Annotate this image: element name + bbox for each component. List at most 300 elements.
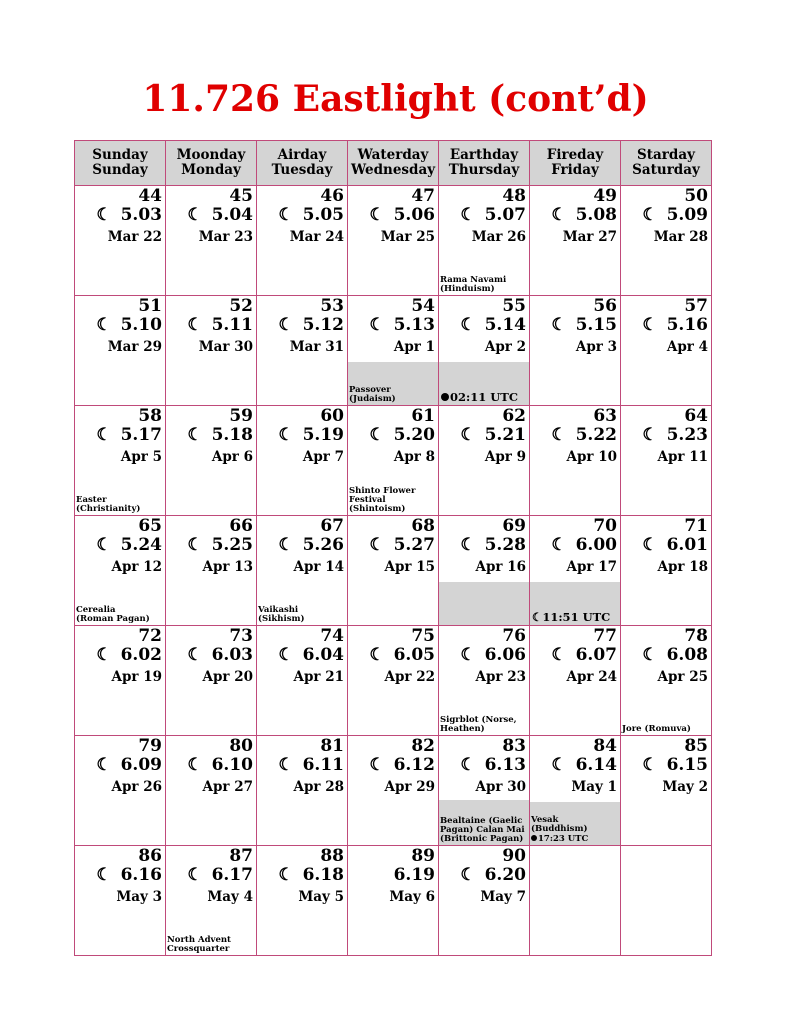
crescent-moon-icon: ☾ — [96, 865, 112, 885]
gregorian-date: Apr 6 — [211, 449, 253, 465]
day-cell — [439, 186, 530, 296]
day-cell — [75, 626, 166, 736]
crescent-moon-icon: ☾ — [369, 645, 385, 665]
crescent-moon-icon: ☾ — [551, 645, 567, 665]
weekday-standard-name: Tuesday — [271, 162, 333, 178]
weekday-header — [166, 141, 257, 186]
lunar-value: 6.07 — [575, 645, 617, 665]
day-number: 50 — [684, 186, 708, 206]
lunar-date — [621, 645, 711, 665]
lunar-date — [166, 315, 256, 335]
lunar-value: 5.12 — [302, 315, 344, 335]
lunar-value: 6.05 — [393, 645, 435, 665]
day-number: 84 — [593, 736, 617, 756]
crescent-moon-icon: ☾ — [278, 315, 294, 335]
lunar-date — [257, 865, 347, 885]
day-cell — [439, 736, 530, 846]
lunar-value: 6.06 — [484, 645, 526, 665]
day-number: 64 — [684, 406, 708, 426]
gregorian-date: Mar 28 — [653, 229, 708, 245]
day-number: 49 — [593, 186, 617, 206]
gregorian-date: Apr 28 — [293, 779, 344, 795]
weekday-alt-name: Sunday — [92, 147, 148, 163]
lunar-date — [439, 865, 529, 885]
day-number: 68 — [411, 516, 435, 536]
gregorian-date: Apr 8 — [393, 449, 435, 465]
weekday-standard-name: Sunday — [92, 162, 148, 178]
gregorian-date: Apr 29 — [384, 779, 435, 795]
lunar-value: 5.16 — [666, 315, 708, 335]
lunar-date — [530, 755, 620, 775]
day-number: 76 — [502, 626, 526, 646]
lunar-value: 6.20 — [484, 865, 526, 885]
observance-note: North Advent Crossquarter — [167, 935, 231, 954]
lunar-date — [75, 425, 165, 445]
crescent-moon-icon: ☾ — [642, 645, 658, 665]
weekday-standard-name: Wednesday — [350, 162, 436, 178]
day-cell — [166, 406, 257, 516]
gregorian-date: Apr 17 — [566, 559, 617, 575]
full-moon-icon — [531, 835, 537, 841]
gregorian-date: Apr 26 — [111, 779, 162, 795]
lunar-value: 5.05 — [302, 205, 344, 225]
day-number: 66 — [229, 516, 253, 536]
gregorian-date: Mar 27 — [562, 229, 617, 245]
gregorian-date: Apr 12 — [111, 559, 162, 575]
day-cell — [621, 296, 712, 406]
observance-note: Jore (Romuva) — [622, 724, 691, 734]
weekday-standard-name: Saturday — [632, 162, 700, 178]
gregorian-date: Apr 7 — [302, 449, 344, 465]
day-number: 75 — [411, 626, 435, 646]
week-row — [75, 406, 712, 516]
day-cell — [166, 626, 257, 736]
day-cell — [439, 296, 530, 406]
lunar-date — [621, 755, 711, 775]
gregorian-date: Apr 1 — [393, 339, 435, 355]
lunar-date — [439, 315, 529, 335]
day-cell — [166, 516, 257, 626]
week-row — [75, 516, 712, 626]
lunar-value: 5.08 — [575, 205, 617, 225]
crescent-moon-icon: ☾ — [642, 425, 658, 445]
lunar-value: 5.19 — [302, 425, 344, 445]
lunar-date — [348, 205, 438, 225]
lunar-date — [348, 425, 438, 445]
lunar-value: 5.20 — [393, 425, 435, 445]
crescent-moon-icon: ☾ — [642, 535, 658, 555]
lunar-value: 6.04 — [302, 645, 344, 665]
day-cell — [348, 516, 439, 626]
weekday-alt-name: Airday — [277, 147, 327, 163]
lunar-value: 5.21 — [484, 425, 526, 445]
day-number: 65 — [138, 516, 162, 536]
lunar-value: 6.00 — [575, 535, 617, 555]
crescent-moon-icon: ☾ — [187, 535, 203, 555]
day-number: 90 — [502, 846, 526, 866]
day-number: 57 — [684, 296, 708, 316]
crescent-moon-icon: ☾ — [551, 535, 567, 555]
weekday-header — [348, 141, 439, 186]
day-cell — [166, 736, 257, 846]
crescent-moon-icon: ☾ — [369, 315, 385, 335]
crescent-moon-icon: ☾ — [187, 865, 203, 885]
week-row — [75, 626, 712, 736]
day-number: 63 — [593, 406, 617, 426]
observance-note: Passover (Judaism) — [349, 385, 396, 404]
day-cell — [530, 846, 621, 956]
lunar-value: 6.15 — [666, 755, 708, 775]
gregorian-date: Apr 10 — [566, 449, 617, 465]
day-number: 87 — [229, 846, 253, 866]
weekday-alt-name: Earthday — [449, 147, 519, 163]
gregorian-date: May 3 — [116, 889, 162, 905]
lunar-value: 6.19 — [393, 865, 435, 885]
day-cell — [257, 406, 348, 516]
day-number: 67 — [320, 516, 344, 536]
crescent-moon-icon: ☾ — [369, 755, 385, 775]
gregorian-date: Apr 19 — [111, 669, 162, 685]
lunar-date — [530, 315, 620, 335]
lunar-value: 6.11 — [302, 755, 344, 775]
day-number: 86 — [138, 846, 162, 866]
weekday-alt-name: Starday — [637, 147, 695, 163]
weekday-header — [75, 141, 166, 186]
crescent-moon-icon: ☾ — [460, 865, 476, 885]
lunar-value: 6.03 — [211, 645, 253, 665]
lunar-value: 5.25 — [211, 535, 253, 555]
moon-phase-time — [441, 390, 518, 404]
crescent-moon-icon: ☾ — [551, 205, 567, 225]
gregorian-date: Mar 22 — [107, 229, 162, 245]
day-number: 78 — [684, 626, 708, 646]
gregorian-date: May 5 — [298, 889, 344, 905]
crescent-moon-icon: ☾ — [187, 645, 203, 665]
day-cell — [439, 846, 530, 956]
day-number: 61 — [411, 406, 435, 426]
day-cell — [621, 516, 712, 626]
new-moon-icon: ☾ — [532, 610, 543, 624]
gregorian-date: Mar 25 — [380, 229, 435, 245]
lunar-value: 6.16 — [120, 865, 162, 885]
moon-phase-time-value: 17:23 UTC — [538, 834, 589, 844]
gregorian-date: Apr 23 — [475, 669, 526, 685]
day-number: 53 — [320, 296, 344, 316]
crescent-moon-icon: ☾ — [460, 205, 476, 225]
day-cell — [75, 516, 166, 626]
gregorian-date: May 1 — [571, 779, 617, 795]
day-number: 56 — [593, 296, 617, 316]
day-cell — [530, 186, 621, 296]
day-cell — [621, 186, 712, 296]
day-cell — [348, 186, 439, 296]
lunar-value: 5.09 — [666, 205, 708, 225]
lunar-value: 5.18 — [211, 425, 253, 445]
gregorian-date: Apr 21 — [293, 669, 344, 685]
observance-note: Cerealia (Roman Pagan) — [76, 605, 150, 624]
lunar-value: 5.15 — [575, 315, 617, 335]
lunar-date — [75, 645, 165, 665]
lunar-date — [439, 535, 529, 555]
day-cell — [439, 406, 530, 516]
gregorian-date: Mar 24 — [289, 229, 344, 245]
weekday-alt-name: Fireday — [546, 147, 604, 163]
weekday-header-row — [75, 141, 712, 186]
crescent-moon-icon: ☾ — [460, 645, 476, 665]
gregorian-date: Apr 20 — [202, 669, 253, 685]
day-cell — [257, 626, 348, 736]
day-cell — [75, 186, 166, 296]
crescent-moon-icon: ☾ — [551, 425, 567, 445]
day-cell — [75, 406, 166, 516]
lunar-date — [257, 425, 347, 445]
day-cell — [530, 736, 621, 846]
day-cell — [75, 846, 166, 956]
day-cell — [75, 296, 166, 406]
day-number: 71 — [684, 516, 708, 536]
highlight-band — [439, 582, 529, 625]
crescent-moon-icon: ☾ — [642, 755, 658, 775]
page-title: 11.726 Eastlight (cont’d) — [142, 78, 649, 120]
lunar-date — [75, 865, 165, 885]
moon-phase-time-value: 02:11 UTC — [450, 390, 518, 404]
lunar-value: 6.09 — [120, 755, 162, 775]
day-cell — [621, 846, 712, 956]
lunar-date — [348, 535, 438, 555]
observance-note: Shinto Flower Festival (Shintoism) — [349, 486, 416, 514]
gregorian-date: May 2 — [662, 779, 708, 795]
gregorian-date: May 6 — [389, 889, 435, 905]
crescent-moon-icon: ☾ — [460, 425, 476, 445]
lunar-date — [439, 425, 529, 445]
day-cell — [530, 516, 621, 626]
gregorian-date: May 4 — [207, 889, 253, 905]
lunar-date — [75, 755, 165, 775]
gregorian-date: Apr 11 — [657, 449, 708, 465]
gregorian-date: Apr 15 — [384, 559, 435, 575]
lunar-date — [348, 645, 438, 665]
gregorian-date: Apr 24 — [566, 669, 617, 685]
gregorian-date: Apr 22 — [384, 669, 435, 685]
gregorian-date: Mar 23 — [198, 229, 253, 245]
observance-note: Rama Navami (Hinduism) — [440, 275, 507, 294]
lunar-date — [621, 425, 711, 445]
crescent-moon-icon: ☾ — [187, 425, 203, 445]
lunar-date — [257, 535, 347, 555]
gregorian-date: May 7 — [480, 889, 526, 905]
day-number: 79 — [138, 736, 162, 756]
observance-note: Bealtaine (Gaelic Pagan) Calan Mai (Brittonic Pagan) — [440, 816, 525, 844]
weekday-alt-name: Moonday — [176, 147, 246, 163]
day-number: 88 — [320, 846, 344, 866]
observance-note: Easter (Christianity) — [76, 495, 141, 514]
gregorian-date: Mar 26 — [471, 229, 526, 245]
lunar-date — [166, 205, 256, 225]
lunar-date — [530, 535, 620, 555]
crescent-moon-icon: ☾ — [187, 755, 203, 775]
day-cell — [621, 736, 712, 846]
day-cell — [166, 296, 257, 406]
day-number: 83 — [502, 736, 526, 756]
calendar-grid — [74, 140, 712, 956]
day-number: 85 — [684, 736, 708, 756]
crescent-moon-icon: ☾ — [96, 205, 112, 225]
day-cell — [348, 296, 439, 406]
day-cell — [621, 626, 712, 736]
gregorian-date: Apr 18 — [657, 559, 708, 575]
day-cell — [257, 846, 348, 956]
lunar-date — [257, 205, 347, 225]
lunar-value: 6.02 — [120, 645, 162, 665]
weekday-header — [621, 141, 712, 186]
gregorian-date: Mar 30 — [198, 339, 253, 355]
day-cell — [348, 626, 439, 736]
lunar-value: 5.06 — [393, 205, 435, 225]
gregorian-date: Apr 27 — [202, 779, 253, 795]
lunar-value: 5.11 — [211, 315, 253, 335]
moon-phase-time — [532, 610, 610, 624]
crescent-moon-icon: ☾ — [278, 645, 294, 665]
day-number: 82 — [411, 736, 435, 756]
day-cell — [166, 846, 257, 956]
week-row — [75, 736, 712, 846]
lunar-date — [439, 755, 529, 775]
gregorian-date: Apr 30 — [475, 779, 526, 795]
day-number: 44 — [138, 186, 162, 206]
lunar-value: 6.08 — [666, 645, 708, 665]
weekday-alt-name: Waterday — [357, 147, 429, 163]
day-number: 47 — [411, 186, 435, 206]
lunar-date — [75, 205, 165, 225]
crescent-moon-icon: ☾ — [642, 205, 658, 225]
week-row — [75, 846, 712, 956]
lunar-value: 6.12 — [393, 755, 435, 775]
crescent-moon-icon: ☾ — [642, 315, 658, 335]
day-number: 74 — [320, 626, 344, 646]
day-cell — [166, 186, 257, 296]
crescent-moon-icon: ☾ — [96, 535, 112, 555]
lunar-value: 5.03 — [120, 205, 162, 225]
day-number: 73 — [229, 626, 253, 646]
lunar-date — [166, 425, 256, 445]
crescent-moon-icon: ☾ — [278, 535, 294, 555]
lunar-date — [621, 315, 711, 335]
lunar-value: 5.10 — [120, 315, 162, 335]
gregorian-date: Apr 13 — [202, 559, 253, 575]
lunar-value: 6.10 — [211, 755, 253, 775]
crescent-moon-icon: ☾ — [460, 755, 476, 775]
day-number: 59 — [229, 406, 253, 426]
lunar-date — [530, 425, 620, 445]
day-number: 46 — [320, 186, 344, 206]
week-row — [75, 296, 712, 406]
weekday-standard-name: Thursday — [448, 162, 520, 178]
lunar-value: 5.07 — [484, 205, 526, 225]
day-number: 58 — [138, 406, 162, 426]
day-number: 60 — [320, 406, 344, 426]
lunar-date — [166, 645, 256, 665]
lunar-value: 5.17 — [120, 425, 162, 445]
crescent-moon-icon: ☾ — [551, 315, 567, 335]
lunar-value: 6.14 — [575, 755, 617, 775]
day-number: 72 — [138, 626, 162, 646]
day-cell — [530, 296, 621, 406]
day-number: 77 — [593, 626, 617, 646]
lunar-value: 5.24 — [120, 535, 162, 555]
observance-note: Vesak (Buddhism) — [531, 815, 588, 834]
lunar-date — [257, 315, 347, 335]
day-cell — [257, 736, 348, 846]
lunar-date — [621, 205, 711, 225]
gregorian-date: Apr 2 — [484, 339, 526, 355]
day-cell — [530, 406, 621, 516]
lunar-date — [439, 645, 529, 665]
lunar-date — [257, 645, 347, 665]
day-number: 69 — [502, 516, 526, 536]
crescent-moon-icon: ☾ — [96, 755, 112, 775]
day-number: 45 — [229, 186, 253, 206]
gregorian-date: Apr 14 — [293, 559, 344, 575]
day-cell — [75, 736, 166, 846]
day-number: 54 — [411, 296, 435, 316]
day-cell — [439, 516, 530, 626]
gregorian-date: Apr 9 — [484, 449, 526, 465]
lunar-date — [348, 865, 438, 885]
weekday-standard-name: Friday — [551, 162, 599, 178]
crescent-moon-icon: ☾ — [460, 315, 476, 335]
crescent-moon-icon: ☾ — [369, 425, 385, 445]
day-number: 52 — [229, 296, 253, 316]
crescent-moon-icon: ☾ — [369, 205, 385, 225]
weekday-standard-name: Monday — [181, 162, 241, 178]
day-cell — [257, 516, 348, 626]
day-number: 51 — [138, 296, 162, 316]
day-number: 80 — [229, 736, 253, 756]
lunar-value: 5.22 — [575, 425, 617, 445]
lunar-value: 5.04 — [211, 205, 253, 225]
day-cell — [257, 296, 348, 406]
lunar-date — [348, 755, 438, 775]
day-number: 70 — [593, 516, 617, 536]
lunar-value: 5.28 — [484, 535, 526, 555]
weekday-header — [439, 141, 530, 186]
gregorian-date: Apr 25 — [657, 669, 708, 685]
gregorian-date: Apr 4 — [666, 339, 708, 355]
lunar-value: 5.26 — [302, 535, 344, 555]
day-cell — [348, 406, 439, 516]
gregorian-date: Apr 16 — [475, 559, 526, 575]
moon-phase-time-value: 11:51 UTC — [542, 610, 611, 624]
gregorian-date: Apr 5 — [120, 449, 162, 465]
full-moon-icon — [441, 393, 449, 401]
lunar-date — [166, 865, 256, 885]
week-row — [75, 186, 712, 296]
crescent-moon-icon: ☾ — [187, 205, 203, 225]
day-cell — [530, 626, 621, 736]
weekday-header — [257, 141, 348, 186]
crescent-moon-icon: ☾ — [460, 535, 476, 555]
day-cell — [621, 406, 712, 516]
lunar-value: 5.23 — [666, 425, 708, 445]
lunar-date — [75, 535, 165, 555]
observance-note: Sigrblot (Norse, Heathen) — [440, 715, 517, 734]
crescent-moon-icon: ☾ — [369, 535, 385, 555]
lunar-date — [530, 645, 620, 665]
moon-phase-time — [531, 835, 588, 844]
day-number: 62 — [502, 406, 526, 426]
day-number: 81 — [320, 736, 344, 756]
lunar-value: 6.01 — [666, 535, 708, 555]
